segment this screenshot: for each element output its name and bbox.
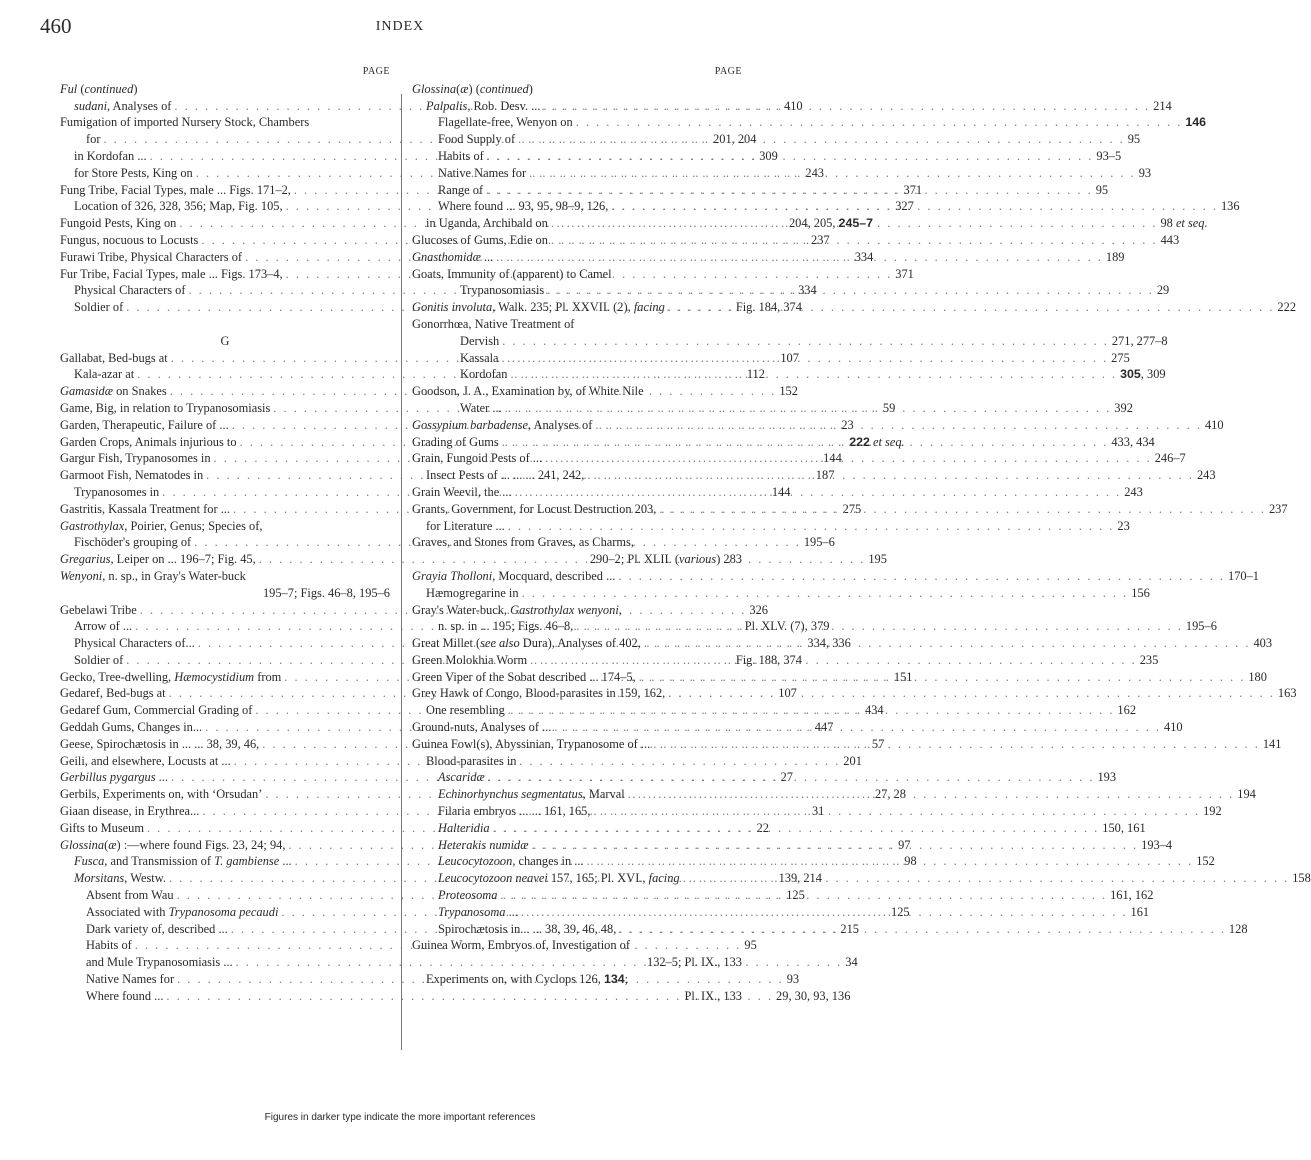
index-entry-pages: 192	[1203, 804, 1222, 819]
index-entry-text: Fungoid Pests, King on	[60, 216, 177, 231]
index-entry-heading: Graves, and Stones from Graves, as Charms,	[412, 535, 634, 550]
index-entry-text: Geddah Gums, Changes in...	[60, 720, 203, 735]
index-entry-text: Water ...	[460, 400, 502, 415]
leader-dots	[499, 333, 1112, 350]
index-entry-text: Gnasthomidæ ...	[412, 249, 494, 264]
index-entry-text: Guinea Fowl(s), Abyssinian, Trypanosome of ...	[412, 736, 651, 751]
index-entry-text: in Uganda, Archibald on	[426, 216, 548, 231]
index-entry-pages: 95	[1095, 182, 1109, 197]
index-entry-text: Heterakis numidæ	[438, 837, 529, 852]
index-entry-pages: 371	[903, 182, 923, 197]
index-entry-pages: 125	[891, 904, 910, 919]
index-entry-text: Absent from Wau	[86, 888, 174, 903]
index-entry-text: Gamasidæ on Snakes	[60, 384, 167, 399]
index-entry-text: Halteridia	[438, 820, 490, 835]
index-entry-pages: 222	[1277, 300, 1297, 315]
index-entry-pages: 275	[1111, 350, 1130, 365]
index-entry-text: Native Names for	[86, 972, 175, 987]
index-entry-text: Echinorhynchus segmentatus, Marval	[438, 787, 625, 802]
index-entry-text: for Literature ...	[426, 518, 505, 533]
index-entry-pages: 246–7	[1154, 451, 1186, 466]
index-entry-pages: 170–1	[1228, 568, 1259, 583]
index-entry-pages: 27, 28	[874, 787, 906, 802]
index-entry-pages: 146	[1185, 115, 1206, 130]
index-entry-pages: 201	[843, 753, 862, 768]
leader-dots	[526, 165, 1139, 182]
page-title: INDEX	[375, 19, 425, 34]
index-entry-text: Leucocytozoon neavei 157, 165; Pl. XVI., facing	[438, 871, 680, 886]
page-column-label-right: PAGE	[714, 66, 742, 77]
index-entry-text: Food Supply of	[438, 132, 516, 147]
index-entry-text: in Kordofan ...	[74, 148, 147, 163]
index-entry-pages: 410	[784, 98, 803, 113]
index-entry-pages: 141	[1262, 736, 1282, 751]
index-entry-pages: 112	[746, 367, 765, 382]
index-entry-text: Spirochætosis in... ... 38, 39, 46, 48,	[438, 921, 617, 936]
index-entry-pages: 95	[744, 938, 757, 953]
leader-dots	[590, 803, 1203, 820]
index-entry-pages: 410	[1204, 417, 1224, 432]
index-entry-text: Arrow of ...	[74, 619, 133, 634]
index-entry-pages: Pl. XLV. (7), 379	[744, 619, 830, 634]
leader-dots	[584, 853, 1197, 870]
index-entry	[412, 114, 1206, 131]
index-entry-pages: 161	[1130, 904, 1150, 919]
index-entry-text: for Store Pests, King on	[74, 165, 193, 180]
index-entry-pages: 136	[1220, 199, 1240, 214]
index-entry-text: Gedaref Gum, Commercial Grading of	[60, 703, 253, 718]
index-entry-text: Gebelawi Tribe	[60, 602, 137, 617]
index-entry-text: Proteosoma	[438, 888, 498, 903]
index-entry-pages: 195	[868, 552, 887, 567]
index-entry-text: Where found ... 93, 95, 98–9, 126,	[438, 199, 609, 214]
index-entry-pages: 59	[882, 400, 896, 415]
index-entry-pages: 23	[1117, 518, 1130, 533]
index-entry-pages: 215	[840, 921, 859, 936]
leader-dots	[542, 450, 1155, 467]
leader-dots	[636, 669, 1249, 686]
index-entry-text: Gifts to Museum	[60, 820, 144, 835]
index-entry-text: Habits of	[86, 938, 132, 953]
index-entry-text: Gargur Fish, Trypanosomes in	[60, 451, 211, 466]
index-entry-text: Palpalis, Rob. Desv. ...	[426, 98, 541, 113]
index-entry-text: Trypanosomiasis	[460, 283, 545, 298]
index-entry-pages: 447	[814, 720, 834, 735]
index-entry-text: Physical Characters of...	[74, 636, 195, 651]
index-entry-pages: 305, 309	[1120, 367, 1166, 382]
index-entry-pages: 161, 162	[1110, 888, 1154, 903]
index-entry-text: Gecko, Tree-dwelling, Hæmocystidium from	[60, 669, 282, 684]
index-entry-pages: 27	[780, 770, 793, 785]
index-entry-text: Associated with Trypanosoma pecaudi	[86, 904, 279, 919]
page-number: 460	[40, 14, 72, 38]
leader-dots	[505, 518, 1118, 535]
index-entry-pages: 214	[1153, 98, 1172, 113]
leader-dots	[512, 484, 1125, 501]
leader-dots	[608, 198, 1221, 215]
index-entry-pages: 152	[779, 384, 798, 399]
leader-dots	[573, 114, 1186, 131]
index-entry-pages: 194	[1237, 787, 1256, 802]
index-entry-text: Trypanosomes in	[74, 484, 160, 499]
index-entry-pages: 193–4	[1141, 837, 1173, 852]
index-entry-pages: 144	[823, 451, 842, 466]
index-entry-heading: Blood-parasites in	[426, 753, 517, 768]
page-column-label-left: PAGE	[362, 66, 390, 77]
index-entry-text: Physical Characters of	[74, 283, 186, 298]
index-entry-heading: Goodson, J. A., Examination by, of White Nile	[412, 384, 644, 399]
index-entry-pages: 163	[1277, 686, 1297, 701]
index-entry-pages: 334	[854, 249, 874, 264]
index-entry-text: Glossina(æ) :—where found Figs. 23, 24; 94,	[60, 837, 286, 852]
index-entry-text: n. sp. in ... 195; Figs. 46–8,	[438, 619, 574, 634]
leader-dots	[616, 921, 1229, 938]
index-entry-text: Fischöder's grouping of	[74, 535, 192, 550]
index-entry-text: Grey Hawk of Congo, Blood-parasites in 159, 162,	[412, 686, 666, 701]
leader-dots	[490, 820, 1103, 837]
index-entry-text: Soldier of	[74, 300, 124, 315]
index-entry-text: Gregarius, Leiper on ... 196–7; Fig. 45,	[60, 552, 256, 567]
leader-dots	[665, 685, 1278, 702]
index-entry-text: Garden Crops, Animals injurious to	[60, 434, 237, 449]
index-entry-text: Soldier of	[74, 652, 124, 667]
index-entry-pages: 162	[1117, 703, 1137, 718]
index-entry-pages: 22	[756, 820, 769, 835]
index-entry-pages: 443	[1160, 232, 1180, 247]
index-entry	[412, 131, 1141, 148]
index-entry-text: Ground-nuts, Analyses of ...	[412, 720, 552, 735]
index-entry-pages: 150, 161	[1102, 820, 1146, 835]
index-entry-pages: 237	[811, 232, 830, 247]
leader-dots	[518, 904, 1131, 921]
index-entry-pages: 31	[811, 804, 825, 819]
index-entry-pages: 327	[895, 199, 914, 214]
leader-dots	[505, 702, 1118, 719]
index-entry-text: Gallabat, Bed-bugs at	[60, 350, 168, 365]
index-entry-pages: 98 et seq.	[1160, 216, 1208, 231]
footer-note: Figures in darker type indicate the more important references	[264, 1112, 536, 1123]
index-entry-text: Trypanosoma ...	[438, 904, 518, 919]
leader-dots	[493, 249, 1106, 266]
index-entry-pages: 235	[1139, 652, 1159, 667]
index-entry-heading: Fumigation of imported Nursery Stock, Chambers	[60, 115, 310, 130]
index-entry-pages: 275	[842, 501, 862, 516]
index-entry-text: and Mule Trypanosomiasis ...	[86, 955, 233, 970]
index-entry-heading: Goats, Immunity of (apparent) to Camel	[412, 266, 612, 281]
index-entry-pages: 152	[1196, 854, 1215, 869]
index-entry-heading: Ful (continued)	[60, 81, 138, 96]
index-entry-pages: 204, 205, 245–7	[788, 216, 874, 231]
index-entry-text: Filaria embryos ... ... 161, 165,	[438, 804, 591, 819]
index-entry-pages: 222 et seq.	[849, 434, 905, 449]
index-entry-text: Game, Big, in relation to Trypanosomiasis	[60, 400, 271, 415]
column-divider	[401, 94, 402, 1050]
index-entry-heading: Gray's Water-buck, Gastrothylax wenyoni,	[412, 602, 622, 617]
index-entry-text: Great Millet (see also Dura), Analyses of 402,	[412, 636, 641, 651]
leader-dots	[584, 467, 1197, 484]
leader-dots	[483, 182, 1096, 199]
leader-dots	[650, 736, 1263, 753]
index-entry-heading: Wenyoni, n. sp., in Gray's Water-buck	[60, 568, 246, 583]
leader-dots	[641, 635, 1254, 652]
index-entry-pages: 29, 30, 93, 136	[776, 988, 851, 1003]
index-entry-text: Grain Weevil, the ...	[412, 484, 512, 499]
index-entry-text: Flagellate-free, Wenyon on	[438, 115, 573, 130]
index-entry-text: Gonitis involuta, Walk. 235; Pl. XXVII. (2), facing	[412, 300, 665, 315]
index-section-letter: G	[220, 333, 230, 348]
leader-dots	[515, 131, 1128, 148]
index-entry-pages: 201, 204	[713, 132, 757, 147]
index-spacer	[60, 316, 390, 333]
index-entry-text: Geili, and elsewhere, Locusts at ...	[60, 753, 231, 768]
index-entry-pages: 392	[1114, 400, 1133, 415]
index-entry-text: Grading of Gums	[412, 434, 499, 449]
index-entry-pages: 98	[904, 854, 917, 869]
index-entry-pages: 158	[1292, 871, 1311, 886]
index-entry-text: Giaan disease, in Erythrea...	[60, 804, 200, 819]
index-entry-pages: 57	[871, 736, 885, 751]
index-entry-text: Dark variety of, described ...	[86, 921, 228, 936]
index-entry-text: Fungus, nocuous to Locusts	[60, 232, 199, 247]
index-entry-pages: 434	[864, 703, 884, 718]
leader-dots	[519, 585, 1132, 602]
index-entry-pages: Fig. 188, 374	[735, 652, 802, 667]
index-entry-text: Garmoot Fish, Nematodes in	[60, 468, 204, 483]
index-entry-pages: 371	[895, 266, 914, 281]
index-entry-text: Habits of	[438, 148, 484, 163]
leader-dots	[615, 568, 1228, 585]
index-entry-pages: 125	[786, 888, 805, 903]
index-entry-pages: 144	[771, 484, 791, 499]
index-entry-text: Gastritis, Kassala Treatment for ...	[60, 501, 231, 516]
index-entry-text: Insect Pests of ... ... ... 241, 242,	[426, 468, 585, 483]
index-entry-text: Dervish	[460, 333, 500, 348]
index-entry	[60, 904, 910, 921]
index-entry-pages: 93	[1138, 165, 1152, 180]
index-entry-text: Range of	[438, 182, 484, 197]
index-entry-text: Gerbillus pygargus ...	[60, 770, 168, 785]
index-entry-pages: 128	[1228, 921, 1248, 936]
index-entry-pages: 326	[749, 602, 768, 617]
leader-dots	[548, 215, 1161, 232]
leader-dots	[548, 232, 1161, 249]
index-entry	[412, 568, 1259, 585]
index-entry-heading: Guinea Worm, Embryos of, Investigation of	[412, 938, 630, 953]
leader-dots	[544, 282, 1157, 299]
index-entry-text: Location of 326, 328, 356; Map, Fig. 105,	[74, 199, 283, 214]
leader-dots	[497, 887, 1110, 904]
index-entry-pages: 195–6	[1185, 619, 1217, 634]
index-entry-text: Kassala	[460, 350, 499, 365]
index-entry-pages: 29	[1156, 283, 1170, 298]
index-entry-text: Grain, Fungoid Pests of ...	[412, 451, 543, 466]
index-entry-text: for	[86, 132, 101, 147]
index-entry-pages: 189	[1105, 249, 1125, 264]
leader-dots	[529, 837, 1142, 854]
leader-dots	[499, 434, 1112, 451]
index-entry-continuation: Pl. IX., 133	[684, 988, 742, 1003]
leader-dots	[680, 870, 1293, 887]
index-entry-text: Gossypium barbadense, Analyses of	[412, 417, 593, 432]
index-entry-pages: 243	[805, 165, 824, 180]
leader-dots	[507, 366, 1120, 383]
index-entry-text: Furawi Tribe, Physical Characters of	[60, 249, 243, 264]
index-entry-text: Fur Tribe, Facial Types, male ... Figs. 173–4,	[60, 266, 283, 281]
index-entry-pages: 271, 277–8	[1111, 333, 1168, 348]
index-entry-text: Gerbils, Experiments on, with ‘Orsudan’	[60, 787, 263, 802]
index-entry-text: Kordofan	[460, 367, 508, 382]
index-entry-pages: 34	[845, 955, 858, 970]
index-entry-pages: 107	[780, 350, 799, 365]
leader-dots	[499, 350, 1112, 367]
index-entry-text: Ascaridæ	[438, 770, 485, 785]
index-entry-text: Fusca, and Transmission of T. gambiense ...	[74, 854, 292, 869]
index-entry-pages: 107	[778, 686, 797, 701]
index-entry-heading: Glossina(æ) (continued)	[412, 81, 533, 96]
index-entry-text: sudani, Analyses of	[74, 98, 172, 113]
index-entry-text: Hæmogregarine in	[426, 585, 519, 600]
index-entry-text: Green Molokhia Worm	[412, 652, 528, 667]
index-entry-pages: 97	[898, 837, 911, 852]
index-entry-pages: 243	[1124, 484, 1143, 499]
index-entry-pages: 151	[893, 669, 913, 684]
index-entry-pages: 187	[815, 468, 835, 483]
leader-dots	[484, 148, 1097, 165]
index-entry-pages: 156	[1131, 585, 1150, 600]
index-entry-pages: 403	[1253, 636, 1273, 651]
leader-dots	[551, 719, 1164, 736]
index-entry-continuation: 195–7; Figs. 46–8, 195–6	[262, 585, 390, 600]
index-entry-text: Native Names for	[438, 165, 527, 180]
index-entry-text: Gedaref, Bed-bugs at	[60, 686, 166, 701]
index-entry-pages: Fig. 184, 374	[735, 300, 802, 315]
index-entry-text: Geese, Spirochætosis in ... ... 38, 39, 46,	[60, 736, 260, 751]
index-entry-heading: Experiments on, with Cyclops 126, 134;	[426, 972, 629, 987]
leader-dots	[527, 652, 1140, 669]
leader-dots	[665, 299, 1278, 316]
index-entry	[412, 518, 1130, 535]
leader-dots	[573, 618, 1186, 635]
leader-dots	[502, 400, 1115, 417]
index-entry-pages: 95	[1127, 132, 1141, 147]
index-entry-continuation: 290–2; Pl. XLII. (various) 283	[589, 552, 742, 567]
index-entry-pages: 180	[1248, 669, 1267, 684]
index-entry-text: Green Viper of the Sobat described ... 174–5,	[412, 669, 636, 684]
index-entry-pages: 410	[1164, 720, 1183, 735]
index-entry-pages: 93	[786, 972, 800, 987]
index-entry-continuation: 132–5; Pl. IX., 133	[647, 955, 742, 970]
index-entry-pages: 139, 214	[778, 871, 822, 886]
index-entry-pages: 23	[841, 417, 854, 432]
index-entry-text: Glucoses of Gums, Edie on	[412, 232, 548, 247]
index-entry-pages: 93–5	[1096, 148, 1122, 163]
index-entry-pages: 195–6	[803, 535, 835, 550]
index-entry-heading: Gastrothylax, Poirier, Genus; Species of,	[60, 518, 263, 533]
index-entry-pages: 334	[798, 283, 817, 298]
index-entry-text: Fung Tribe, Facial Types, male ... Figs. 171–2,	[60, 182, 291, 197]
index-entry-pages: 433, 434	[1111, 434, 1155, 449]
leader-dots	[656, 501, 1269, 518]
index-entry-pages: 243	[1196, 468, 1216, 483]
index-entry-text: Grants, Government, for Locust Destruction 203,	[412, 501, 657, 516]
leader-dots	[592, 417, 1205, 434]
index-entry-heading: Gonorrhœa, Native Treatment of	[412, 316, 575, 331]
index-entry	[412, 585, 1150, 602]
index-entry-text: Leucocytozoon, changes in ...	[438, 854, 584, 869]
index-entry-pages: 193	[1097, 770, 1117, 785]
leader-dots	[625, 786, 1238, 803]
index-entry-text: Where found ...	[86, 988, 164, 1003]
index-entry	[412, 333, 1168, 350]
index-entry-text: Garden, Therapeutic, Failure of ...	[60, 417, 229, 432]
index-entry-text: Kala-azar at	[74, 367, 135, 382]
index-entry-pages: 309	[759, 148, 778, 163]
index-entry-text: Morsitans, Westw.	[74, 871, 166, 886]
index-entry-pages: 334, 336	[807, 636, 851, 651]
leader-dots	[541, 98, 1154, 115]
index-entry-text: Grayia Tholloni, Mocquard, described ...	[412, 568, 616, 583]
leader-dots	[485, 769, 1098, 786]
index-entry-text: One resembling	[426, 703, 505, 718]
index-entry-pages: 237	[1268, 501, 1288, 516]
